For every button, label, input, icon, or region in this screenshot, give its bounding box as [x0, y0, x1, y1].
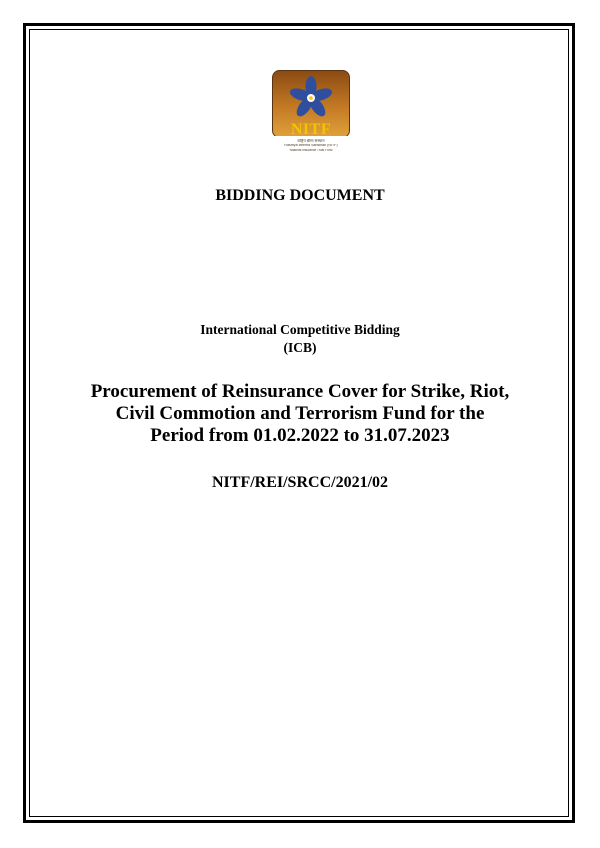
procurement-title-line1: Procurement of Reinsurance Cover for Strike, Riot,	[90, 381, 510, 402]
bidding-type	[30, 321, 570, 357]
logo-caption-line1: राष्ट्रिय बीमा संस्थान	[297, 139, 325, 143]
logo-wordmark: NITF	[290, 121, 332, 138]
logo-caption-line3: National Insurance Trust Fund	[289, 149, 333, 152]
procurement-title-line2: Civil Commotion and Terrorism Fund for the	[115, 403, 485, 424]
procurement-title	[30, 381, 570, 447]
reference-number: NITF/REI/SRCC/2021/02	[211, 474, 389, 491]
bidding-type-line1: International Competitive Bidding	[200, 322, 400, 337]
bidding-type-line2: (ICB)	[283, 340, 317, 355]
nitf-logo	[272, 70, 350, 156]
document-title: BIDDING DOCUMENT	[215, 187, 385, 204]
procurement-title-line3: Period from 01.02.2022 to 31.07.2023	[150, 425, 450, 446]
logo-caption-line2: Rastriya Beema Sansthan (NITF)	[284, 144, 338, 147]
